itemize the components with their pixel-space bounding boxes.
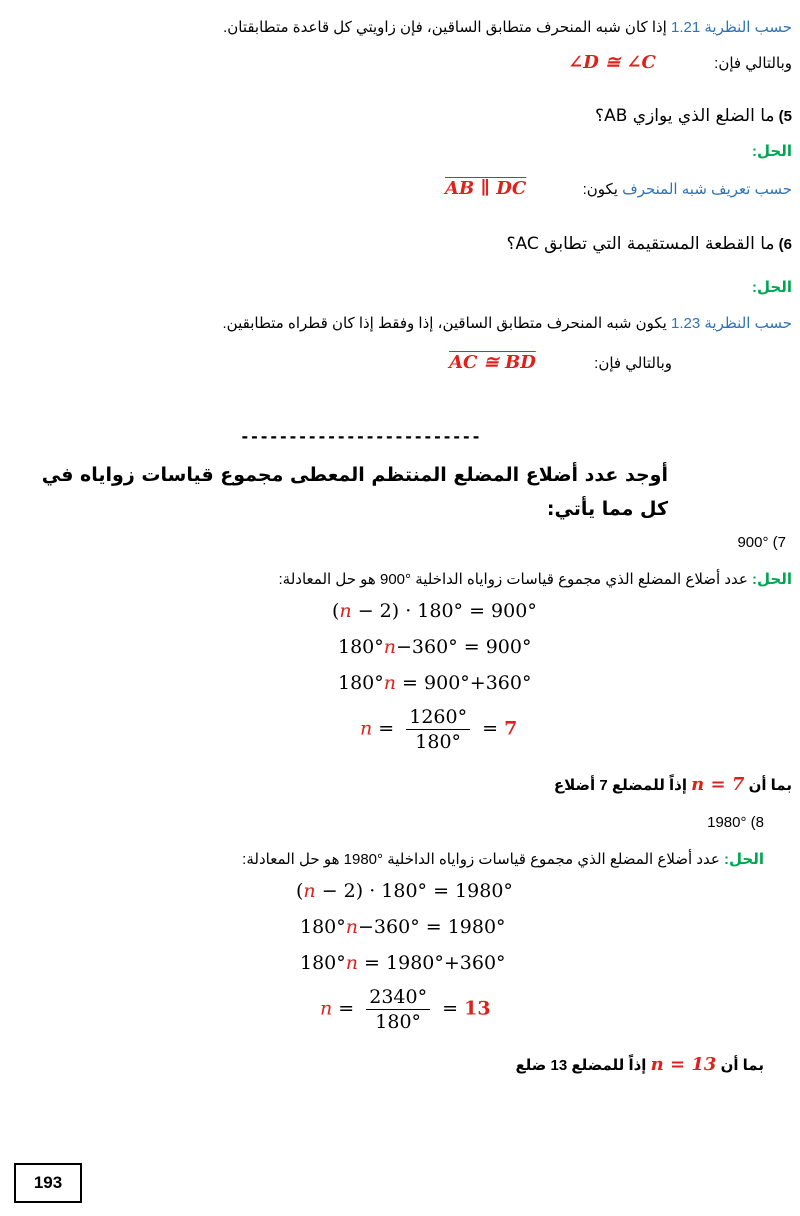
page-number: 193 (14, 1163, 82, 1203)
q8-solution-text: عدد أضلاع المضلع الذي مجموع قياسات زواياه الداخلية °1980 هو حل المعادلة: (242, 851, 725, 868)
q7-conclusion-pre: بما أن (748, 777, 792, 794)
q8-equation-1: (n − 2) · 180° = 1980° (296, 880, 513, 902)
q8-solution-label: الحل: (724, 851, 764, 868)
q8-conclusion (8, 1054, 764, 1075)
q7-solution-text: عدد أضلاع المضلع الذي مجموع قياسات زواياه الداخلية °900 هو حل المعادلة: (278, 571, 753, 588)
theorem-123-ref: حسب النظرية 1.23 (671, 315, 792, 332)
angle-result-line (8, 52, 792, 73)
q5-solution-label: الحل: (752, 143, 792, 160)
q8-fraction-numerator: 2340° (366, 986, 430, 1010)
definition-ref: حسب تعريف شبه المنحرف (622, 181, 792, 198)
q7-conclusion (8, 774, 792, 795)
theorem-123-text: يكون شبه المنحرف متطابق الساقين، إذا وفقط إذا كان قطراه متطابقين. (222, 315, 672, 332)
instruction-line-2: كل مما يأتي: (546, 498, 668, 520)
q8-equation-3: 180°n = 1980°+360° (300, 952, 506, 974)
definition-text: يكون: (582, 181, 623, 198)
q5-text: ما الضلع الذي يوازي AB؟ (595, 106, 775, 126)
question-6 (8, 234, 792, 254)
congruent-result-line (8, 352, 672, 373)
q8-conclusion-pre: بما أن (720, 1057, 764, 1074)
parallel-statement: AB ∥ DC (445, 178, 527, 199)
question-5 (8, 106, 792, 126)
therefore-label-2: وبالتالي فإن: (594, 355, 672, 372)
q7-label: 900° (7 (737, 534, 786, 551)
q8-fraction-denominator: 180° (375, 1011, 422, 1033)
q8-conclusion-equation: n = 13 (650, 1054, 717, 1075)
q8-fraction-equation: n = $\frac{2340^\circ}{180^\circ}$ = 13 (320, 986, 491, 1033)
q6-solution-label: الحل: (752, 279, 792, 296)
q5-number: 5) (778, 108, 792, 125)
q7-fraction-equation: n = $\frac{1260^\circ}{180^\circ}$ = 7 (360, 706, 518, 753)
q8-conclusion-post: إذاً للمضلع 13 ضلع (515, 1057, 647, 1074)
q7-conclusion-equation: n = 7 (691, 774, 745, 795)
q7-equation-2: 180°n−360° = 900° (338, 636, 532, 658)
angle-statement: ∠D ≅ ∠C (568, 52, 656, 73)
q6-number: 6) (778, 236, 792, 253)
q7-conclusion-post: إذاً للمضلع 7 أضلاع (553, 777, 687, 794)
theorem-121-text: إذا كان شبه المنحرف متطابق الساقين، فإن زاويتي كل قاعدة متطابقتان. (223, 19, 672, 36)
q7-fraction-denominator: 180° (415, 731, 462, 753)
instruction-line-1: أوجد عدد أضلاع المضلع المنتظم المعطى مجموع قياسات زواياه في (41, 464, 668, 486)
q7-solution-line (8, 570, 792, 588)
q6-text: ما القطعة المستقيمة التي تطابق AC؟ (506, 234, 775, 254)
therefore-label: وبالتالي فإن: (714, 55, 792, 72)
definition-line (8, 178, 792, 199)
q7-solution-label: الحل: (752, 571, 792, 588)
q7-answer: 7 (504, 717, 518, 740)
q8-fraction (366, 986, 430, 1033)
theorem-121-ref: حسب النظرية 1.21 (671, 19, 792, 36)
theorem-121-line (8, 18, 792, 36)
congruent-statement: AC ≅ BD (449, 352, 536, 373)
q7-equation-1: (n − 2) · 180° = 900° (332, 600, 537, 622)
q8-answer: 13 (464, 997, 491, 1020)
q7-equation-3: 180°n = 900°+360° (338, 672, 532, 694)
q8-equation-2: 180°n−360° = 1980° (300, 916, 506, 938)
section-separator: ------------------------- (240, 427, 481, 446)
q7-fraction (406, 706, 470, 753)
q8-label: 1980° (8 (707, 814, 764, 831)
q8-solution-line (8, 850, 764, 868)
theorem-123-line (8, 314, 792, 332)
q7-fraction-numerator: 1260° (406, 706, 470, 730)
